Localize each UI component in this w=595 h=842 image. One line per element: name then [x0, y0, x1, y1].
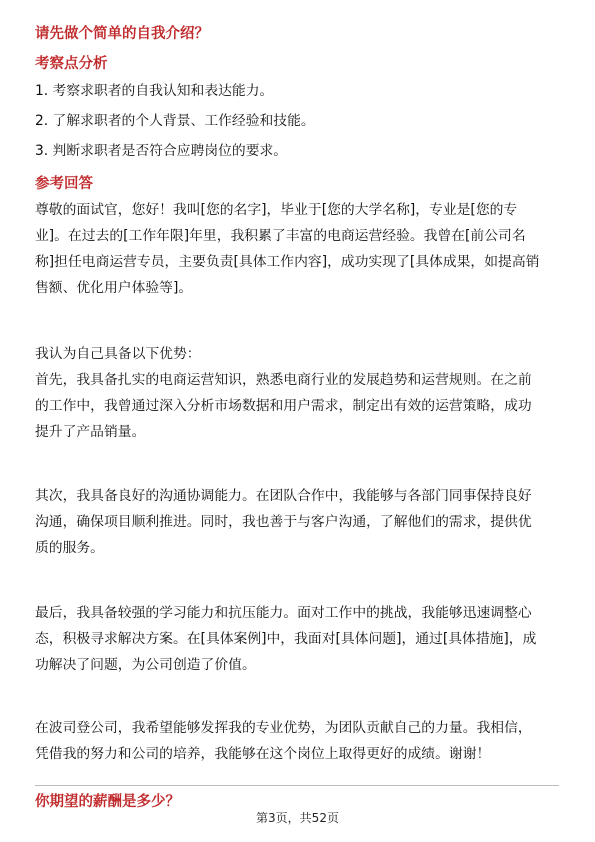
section-divider: [35, 785, 559, 786]
paragraph-line: 在波司登公司，我希望能够发挥我的专业优势，为团队贡献自己的力量。我相信，: [35, 720, 532, 736]
answer-paragraph: [35, 341, 561, 445]
paragraph-line: 凭借我的努力和公司的培养，我能够在这个岗位上取得更好的成绩。谢谢！: [35, 746, 491, 762]
answer-paragraph: [35, 715, 561, 767]
question-title: 请先做个简单的自我介绍？: [35, 26, 209, 42]
paragraph-line: 其次，我具备良好的沟通协调能力。在团队合作中，我能够与各部门同事保持良好: [35, 488, 532, 504]
paragraph-line: 尊敬的面试官，您好！我叫[您的名字]，毕业于[您的大学名称]，专业是[您的专: [35, 202, 518, 218]
analysis-heading: 考察点分析: [35, 56, 108, 72]
paragraph-line: 我认为自己具备以下优势：: [35, 346, 201, 362]
paragraph-line: 质的服务。: [35, 540, 104, 556]
page-number: 第3页，共52页: [256, 811, 339, 825]
paragraph-line: 业]。在过去的[工作年限]年里，我积累了丰富的电商运营经验。我曾在[前公司名: [35, 228, 526, 244]
next-question-title: 你期望的薪酬是多少？: [35, 794, 180, 810]
paragraph-line: 最后，我具备较强的学习能力和抗压能力。面对工作中的挑战，我能够迅速调整心: [35, 605, 532, 621]
reference-heading: 参考回答: [35, 176, 93, 192]
paragraph-line: 提升了产品销量。: [35, 424, 146, 440]
analysis-point: 3. 判断求职者是否符合应聘岗位的要求。: [35, 143, 288, 159]
paragraph-line: 态，积极寻求解决方案。在[具体案例]中，我面对[具体问题]，通过[具体措施]，成: [35, 631, 537, 647]
analysis-point: 1. 考察求职者的自我认知和表达能力。: [35, 83, 274, 99]
analysis-point: 2. 了解求职者的个人背景、工作经验和技能。: [35, 113, 315, 129]
paragraph-line: 沟通，确保项目顺利推进。同时，我也善于与客户沟通，了解他们的需求，提供优: [35, 514, 532, 530]
paragraph-line: 功解决了问题，为公司创造了价值。: [35, 657, 256, 673]
paragraph-line: 称]担任电商运营专员，主要负责[具体工作内容]，成功实现了[具体成果，如提高销: [35, 254, 540, 270]
paragraph-line: 首先，我具备扎实的电商运营知识，熟悉电商行业的发展趋势和运营规则。在之前: [35, 372, 532, 388]
answer-paragraph: [35, 483, 561, 561]
answer-paragraph: [35, 197, 561, 301]
answer-paragraph: [35, 600, 561, 678]
paragraph-line: 的工作中，我曾通过深入分析市场数据和用户需求，制定出有效的运营策略，成功: [35, 398, 532, 414]
paragraph-line: 售额、优化用户体验等]。: [35, 280, 193, 296]
